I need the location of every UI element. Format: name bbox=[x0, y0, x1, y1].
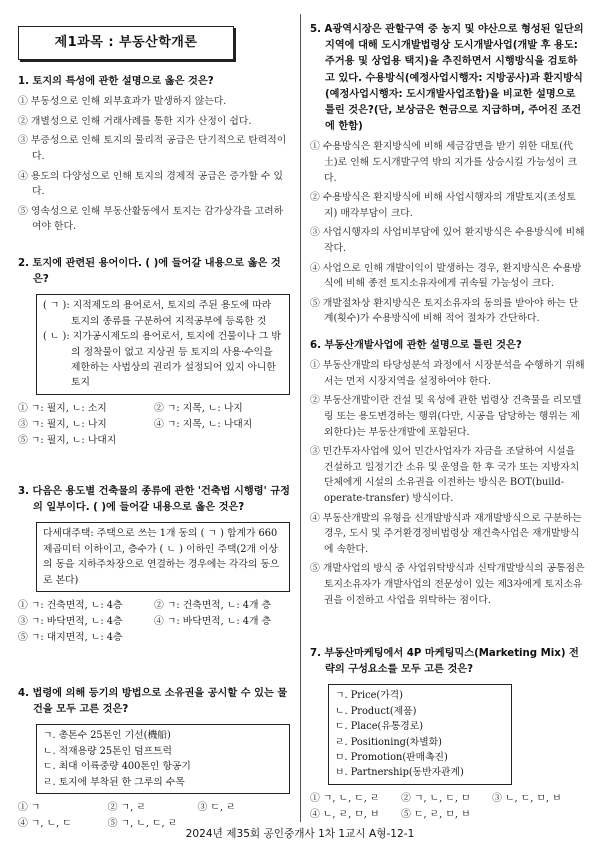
question-6-title: 6. 부동산개발사업에 관한 설명으로 틀린 것은? bbox=[310, 340, 522, 351]
question-6-option-1: ① 부동산개발의 타당성분석 과정에서 시장분석을 수행하기 위해서는 먼저 시장지역을 설정하여야 한다. bbox=[310, 360, 585, 387]
question-3-option-4: ④ ㄱ: 바닥면적, ㄴ: 4개 층 bbox=[154, 616, 272, 628]
question-2-option-3: ③ ㄱ: 필지, ㄴ: 나지 bbox=[18, 418, 107, 430]
question-3-options bbox=[18, 598, 290, 646]
question-4-option-3: ③ ㄷ, ㄹ bbox=[197, 802, 236, 814]
question-2-box bbox=[36, 294, 290, 394]
question-7-box-line-4: ㄹ. Positioning(차별화) bbox=[335, 736, 442, 748]
question-6-option-5: ⑤ 개발사업의 방식 중 사업위탁방식과 신탁개발방식의 공통점은 토지소유자가 개발사업의 전문성이 있는 제3자에게 토지소유권을 이전하고 사업을 위탁하는 점이다. bbox=[310, 563, 585, 606]
question-2-option-4: ④ ㄱ: 지목, ㄴ: 나대지 bbox=[154, 418, 253, 430]
question-4-option-5: ⑤ ㄱ, ㄴ, ㄷ, ㄹ bbox=[107, 818, 178, 830]
question-7-box-line-3: ㄷ. Place(유통경로) bbox=[335, 721, 424, 733]
question-7-box-line-1: ㄱ. Price(가격) bbox=[335, 690, 403, 702]
question-4-box bbox=[36, 724, 290, 794]
question-7-option-3: ③ ㄴ, ㄷ, ㅁ, ㅂ bbox=[492, 792, 562, 804]
question-5-option-2: ② 수용방식은 환지방식에 비해 사업시행자의 개발토지(조성토지) 매각부담이 크다. bbox=[310, 192, 576, 219]
question-5-option-3: ③ 사업시행자의 사업비부담에 있어 환지방식은 수용방식에 비해 작다. bbox=[310, 227, 585, 254]
question-1-option-5: ⑤ 영속성으로 인해 부동산활동에서 토지는 감가상각을 고려하여야 한다. bbox=[18, 205, 284, 233]
question-5-option-4: ④ 사업으로 인해 개발이익이 발생하는 경우, 환지방식은 수용방식에 비해 종전 토지소유자에게 귀속될 가능성이 크다. bbox=[310, 262, 582, 290]
question-7-options bbox=[310, 791, 586, 823]
question-3-option-3: ③ ㄱ: 바닥면적, ㄴ: 4층 bbox=[18, 616, 123, 628]
question-4-box-line-4: ㄹ. 토지에 부착된 한 그루의 수목 bbox=[43, 776, 185, 788]
question-2-title: 2. 토지에 관련된 용어이다. ( )에 들어갈 내용으로 옳은 것은? bbox=[18, 258, 281, 286]
subject-title-box bbox=[18, 26, 234, 60]
question-4-box-line-2: ㄴ. 적재용량 25톤인 덤프트럭 bbox=[43, 745, 173, 757]
question-2-option-1: ① ㄱ: 필지, ㄴ: 소지 bbox=[18, 402, 107, 414]
question-6-option-3: ③ 민간투자사업에 있어 민간사업자가 자금을 조달하여 시설을 건설하고 일정기간 소유 및 운영을 한 후 국가 또는 지방자치단체에게 시설의 소유권을 이전하는 방식은 BOT(build-operate-transfer) 방식이다. bbox=[310, 446, 580, 504]
question-1 bbox=[18, 74, 290, 235]
question-1-option-2: ② 개별성으로 인해 거래사례를 통한 지가 산정이 쉽다. bbox=[18, 115, 252, 127]
question-3-title: 3. 다음은 용도별 건축물의 종류에 관한 '건축법 시행령' 규정의 일부이다. ( )에 들어갈 내용으로 옳은 것은? bbox=[18, 486, 290, 514]
question-6 bbox=[310, 338, 586, 608]
question-2-box-line-2: ( ㄴ ): 지가공시제도의 용어로서, 토지에 건물이나 그 밖의 정착물이 없고 지상권 등 토지의 사용·수익을 제한하는 사법상의 권리가 설정되어 있지 아니한 토지 bbox=[43, 331, 281, 389]
question-1-option-4: ④ 용도의 다양성으로 인해 토지의 경제적 공급은 증가할 수 있다. bbox=[18, 170, 283, 198]
question-6-option-4: ④ 부동산개발의 유형을 신개발방식과 재개발방식으로 구분하는 경우, 도시 및 주거환경정비법령상 재건축사업은 재개발방식에 속한다. bbox=[310, 512, 582, 555]
question-7-box-line-2: ㄴ. Product(제품) bbox=[335, 705, 417, 717]
question-2-options bbox=[18, 401, 290, 449]
question-5-option-1: ① 수용방식은 환지방식에 비해 세금감면을 받기 위한 대토(代土)로 인해 도시개발구역 밖의 지가를 상승시킬 가능성이 크다. bbox=[310, 141, 578, 184]
question-4-option-4: ④ ㄱ, ㄴ, ㄷ bbox=[18, 818, 72, 830]
question-1-option-1: ① 부동성으로 인해 외부효과가 발생하지 않는다. bbox=[18, 96, 227, 108]
question-7-option-5: ⑤ ㄷ, ㄹ, ㅁ, ㅂ bbox=[401, 808, 471, 820]
question-6-option-2: ② 부동산개발이란 건설 및 육성에 관한 법령상 건축물을 리모델링 또는 용도변경하는 행위(다만, 시공을 담당하는 행위는 제외한다)는 부동산개발에 포함된다. bbox=[310, 395, 582, 438]
question-5-title: 5. A광역시장은 관할구역 중 농지 및 야산으로 형성된 일단의 지역에 대해 도시개발법령상 도시개발사업(개발 후 용도: 주거용 및 상업용 택지)을 추진하면서 시행방식을 검토하고 있다. 수용방식(예정사업시행자: 지방공사)과 환지방식(예정사업시행자: 도시개발사업조합)을 비교한 설명으로 틀린 것은?(단, 보상금은 현금으로 지급하며, 주어진 조건에 한함) bbox=[310, 24, 584, 133]
question-3 bbox=[18, 484, 290, 646]
question-4-box-line-1: ㄱ. 총톤수 25톤인 기선(機船) bbox=[43, 730, 171, 742]
question-7-option-2: ② ㄱ, ㄴ, ㄷ, ㅁ bbox=[401, 792, 471, 804]
question-7-box bbox=[328, 684, 512, 784]
question-5 bbox=[310, 22, 586, 327]
question-2-option-2: ② ㄱ: 지목, ㄴ: 나지 bbox=[154, 402, 243, 414]
question-3-option-5: ⑤ ㄱ: 대지면적, ㄴ: 4층 bbox=[18, 632, 123, 644]
question-3-option-1: ① ㄱ: 건축면적, ㄴ: 4층 bbox=[18, 600, 123, 612]
question-4-title: 4. 법령에 의해 등기의 방법으로 소유권을 공시할 수 있는 물건을 모두 고른 것은? bbox=[18, 688, 288, 716]
question-7-box-line-5: ㅁ. Promotion(판매촉진) bbox=[335, 752, 448, 764]
question-2 bbox=[18, 256, 290, 449]
question-2-option-5: ⑤ ㄱ: 필지, ㄴ: 나대지 bbox=[18, 434, 117, 446]
question-4-box-line-3: ㄷ. 최대 이륙중량 400톤인 항공기 bbox=[43, 761, 191, 773]
question-2-box-line-1: ( ㄱ ): 지적제도의 용어로서, 토지의 주된 용도에 따라 토지의 종류를 구분하여 지적공부에 등록한 것 bbox=[43, 300, 272, 327]
page-footer: 2024년 제35회 공인중개사 1차 1교시 A형-12-1 bbox=[185, 828, 415, 840]
question-4 bbox=[18, 686, 290, 832]
question-4-option-1: ① ㄱ bbox=[18, 802, 41, 814]
question-5-option-5: ⑤ 개발절차상 환지방식은 토지소유자의 동의를 받아야 하는 단계(횟수)가 수용방식에 비해 적어 절차가 간단하다. bbox=[310, 297, 579, 325]
question-4-option-2: ② ㄱ, ㄹ bbox=[107, 802, 146, 814]
subject-title: 제1과목 : 부동산학개론 bbox=[54, 35, 198, 50]
column-divider bbox=[300, 14, 301, 822]
question-1-option-3: ③ 부증성으로 인해 토지의 물리적 공급은 단기적으로 탄력적이다. bbox=[18, 135, 287, 162]
question-1-title: 1. 토지의 특성에 관한 설명으로 옳은 것은? bbox=[18, 76, 214, 87]
question-7-option-1: ① ㄱ, ㄴ, ㄷ, ㄹ bbox=[310, 792, 380, 804]
question-7-title: 7. 부동산마케팅에서 4P 마케팅믹스(Marketing Mix) 전략의 구성요소를 모두 고른 것은? bbox=[310, 648, 579, 676]
question-7 bbox=[310, 646, 586, 823]
question-3-box: 다세대주택: 주택으로 쓰는 1개 동의 ( ㄱ ) 합계가 660제곱미터 이하이고, 층수가 ( ㄴ ) 이하인 주택(2개 이상의 동을 지하주차장으로 연결하는 경우에는 각각의 동으로 본다) bbox=[36, 522, 290, 592]
question-7-option-4: ④ ㄴ, ㄹ, ㅁ, ㅂ bbox=[310, 808, 380, 820]
question-7-box-line-6: ㅂ. Partnership(동반자관계) bbox=[335, 767, 464, 779]
question-3-option-2: ② ㄱ: 건축면적, ㄴ: 4개 층 bbox=[154, 600, 272, 612]
